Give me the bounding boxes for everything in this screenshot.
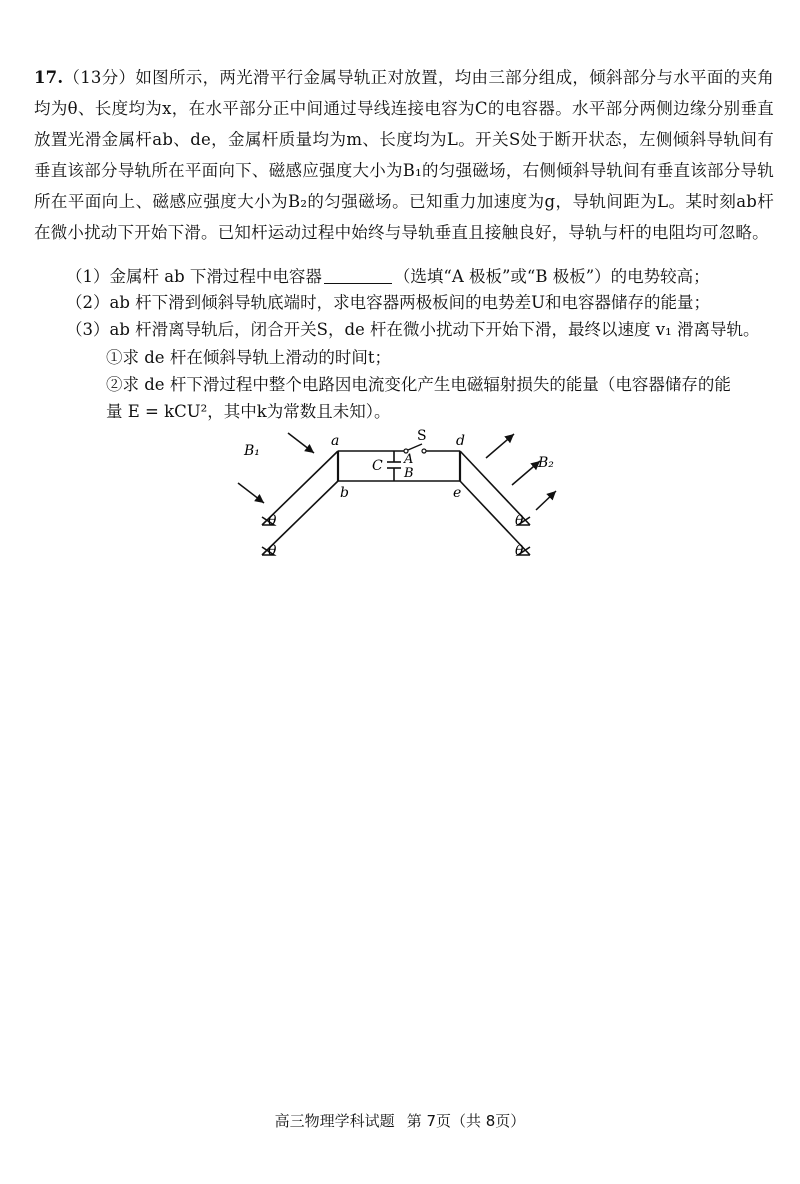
question-stem [34,62,774,248]
question-number: 17. [34,68,64,87]
part-3-sub-2-line-2: 量 E = kCU²，其中k为常数且未知）。 [106,402,391,421]
part-1 [66,263,786,291]
label-capacitor: C [372,458,383,474]
label-plate-a: A [404,452,414,467]
page-footer [0,1110,800,1131]
part-1-choice-text: （选填“A 极板”或“B 极板”）的电势较高； [393,267,710,286]
part-2: （2）ab 杆下滑到倾斜导轨底端时，求电容器两极板间的电势差U和电容器储存的能量； [66,293,711,312]
label-d: d [456,433,465,449]
question-points: （13分） [63,68,136,87]
label-plate-b: B [404,466,414,481]
answer-blank[interactable] [324,265,392,284]
label-theta-4: θ [515,543,524,559]
footer-subject: 高三物理学科试题 [274,1112,395,1130]
label-theta-2: θ [268,543,277,559]
label-b1: B₁ [244,443,260,459]
label-b: b [340,485,349,501]
label-theta-1: θ [268,513,277,529]
footer-page-number: 第 7页（共 8页） [406,1112,526,1130]
part-1-text: （1）金属杆 ab 下滑过程中电容器 [66,267,322,286]
label-a: a [331,433,340,449]
part-3-sub-1: ①求 de 杆在倾斜导轨上滑动的时间t； [106,348,391,367]
rail-diagram-svg [228,425,558,575]
label-switch: S [417,428,427,444]
capacitor [387,451,401,481]
question-text: 如图所示，两光滑平行金属导轨正对放置，均由三部分组成，倾斜部分与水平面的夹角均为θ、长度均为x，在水平部分正中间通过导线连接电容为C的电容器。水平部分两侧边缘分别垂直放置光滑金属杆ab、de，金属杆质量均为m、长度均为L。开关S处于断开状态，左侧倾斜导轨间有垂直该部分导轨所在平面向下、磁感应强度大小为B₁的匀强磁场，右侧倾斜导轨间有垂直该部分导轨所在平面向上、磁感应强度大小为B₂的匀强磁场。已知重力加速度为g，导轨间距为L。某时刻ab杆在微小扰动下开始下滑。已知杆运动过程中始终与导轨垂直且接触良好，导轨与杆的电阻均可忽略。 [34,68,774,242]
rail-diagram [228,425,558,575]
label-e: e [453,485,462,501]
label-theta-3: θ [515,513,524,529]
part-3: （3）ab 杆滑离导轨后，闭合开关S，de 杆在微小扰动下开始下滑，最终以速度 v₁ 滑离导轨。 [66,320,760,339]
part-3-sub-2-line-1: ②求 de 杆下滑过程中整个电路因电流变化产生电磁辐射损失的能量（电容器储存的能 [106,375,731,394]
b2-field-arrows [486,434,556,510]
switch-contact-right [422,449,426,453]
label-b2: B₂ [538,455,554,471]
